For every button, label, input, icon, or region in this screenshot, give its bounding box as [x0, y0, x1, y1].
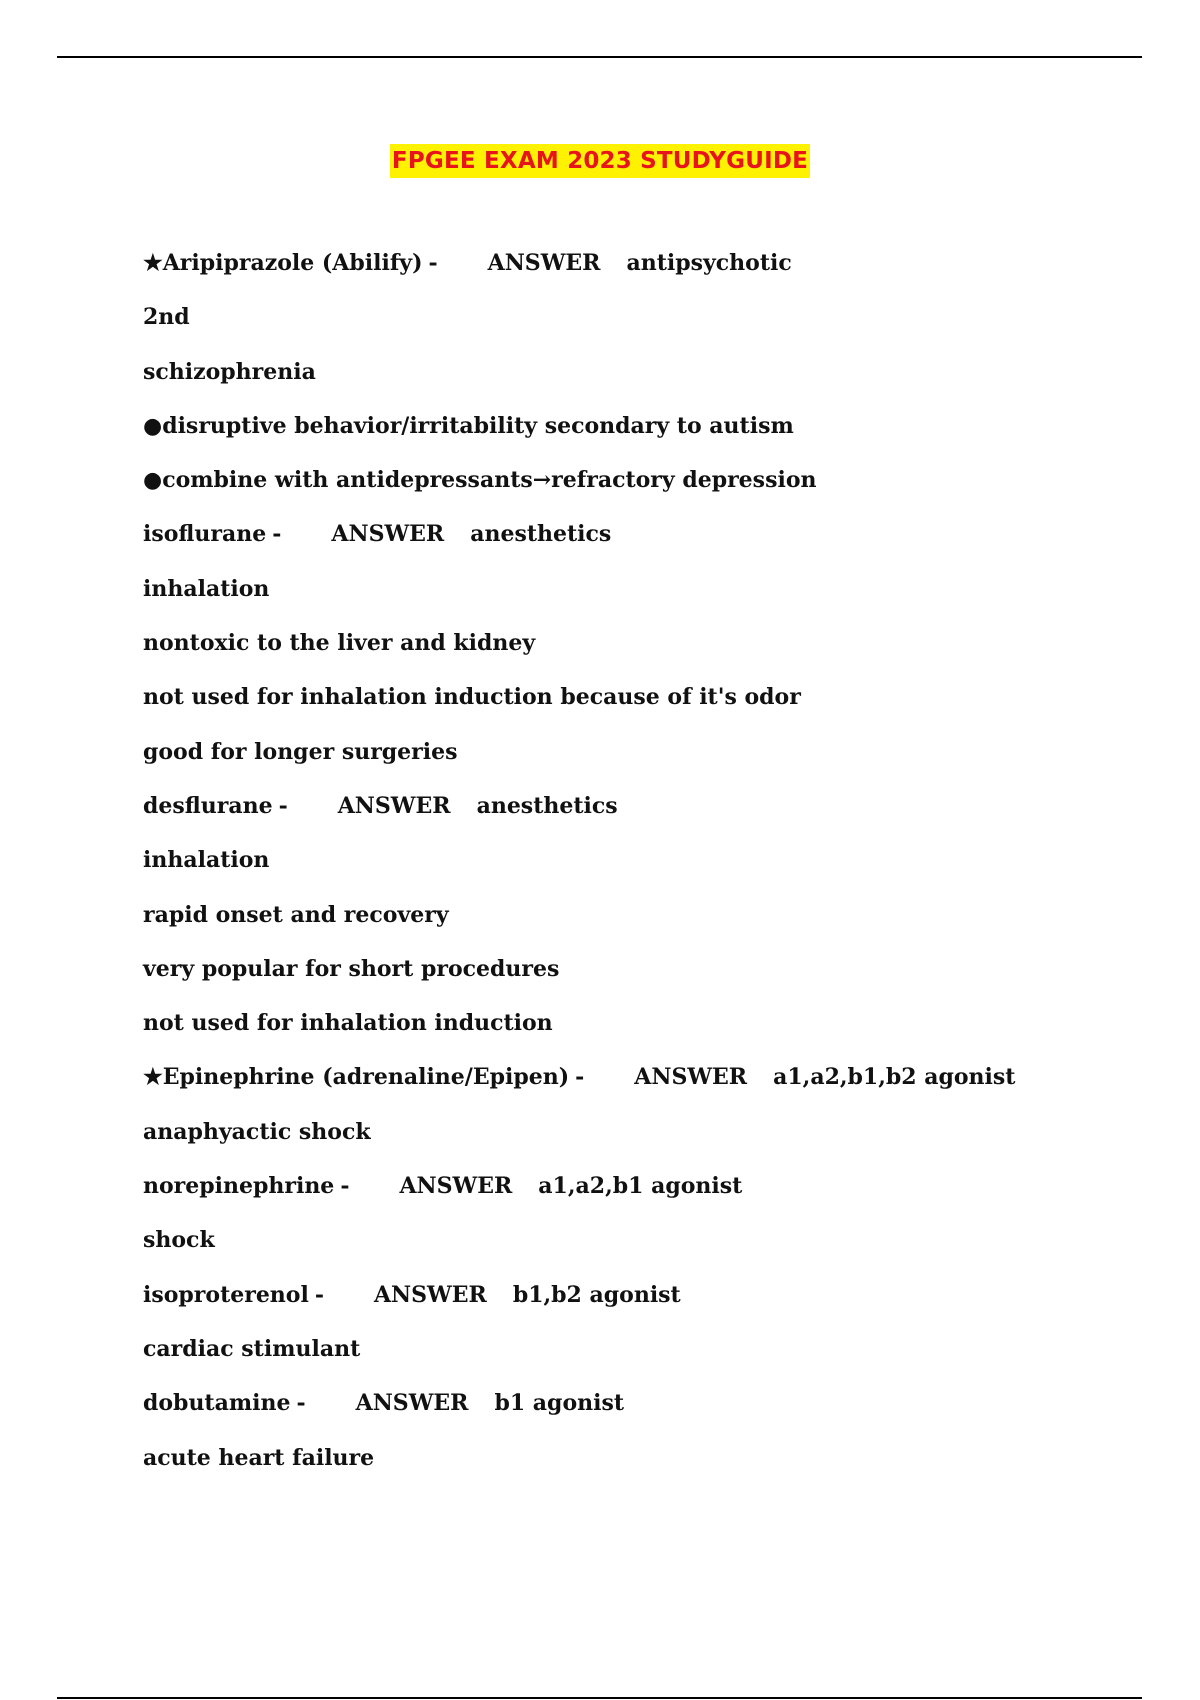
- entry-dash: -: [340, 1173, 350, 1200]
- entry-dash: -: [575, 1064, 585, 1091]
- entry-dash: -: [278, 792, 288, 819]
- answer-label: ANSWER: [331, 521, 445, 548]
- bottom-rule: [57, 1697, 1142, 1699]
- entry-term: isoproterenol: [143, 1281, 309, 1308]
- entry-term: norepinephrine: [143, 1173, 335, 1200]
- entry-dash: -: [272, 521, 282, 548]
- entry-note: ●disruptive behavior/irritability secondary to autism: [143, 412, 794, 439]
- answer-label: ANSWER: [399, 1173, 513, 1200]
- entry-dash: -: [296, 1390, 306, 1417]
- entry-dash: -: [428, 250, 438, 276]
- answer-label: ANSWER: [487, 250, 601, 276]
- answer-value: a1,a2,b1 agonist: [538, 1173, 743, 1200]
- answer-value: anesthetics: [470, 521, 612, 548]
- answer-label: ANSWER: [373, 1281, 487, 1308]
- entry-term: dobutamine: [143, 1390, 291, 1417]
- entry-note: schizophrenia: [143, 358, 316, 385]
- entry-note: cardiac stimulant: [143, 1335, 361, 1362]
- title-block: [0, 144, 1200, 178]
- entry-note: nontoxic to the liver and kidney: [143, 630, 536, 657]
- answer-value: b1,b2 agonist: [512, 1281, 681, 1308]
- entry-term-line: [143, 1282, 1143, 1336]
- entry-term-line: [143, 1390, 1143, 1444]
- entry-dash: -: [314, 1281, 324, 1308]
- entry-term: desflurane: [143, 792, 273, 819]
- entry-note: shock: [143, 1227, 215, 1254]
- entry-note: very popular for short procedures: [143, 955, 560, 982]
- entry-term-line: [143, 793, 1143, 847]
- entry-note: rapid onset and recovery: [143, 901, 449, 928]
- entry-note: good for longer surgeries: [143, 738, 458, 765]
- answer-value: a1,a2,b1,b2 agonist: [773, 1064, 1016, 1091]
- study-content: [143, 250, 1143, 1499]
- entry-note: 2nd: [143, 304, 190, 331]
- answer-label: ANSWER: [355, 1390, 469, 1417]
- entry-term: ★Epinephrine (adrenaline/Epipen): [143, 1064, 570, 1091]
- entry-note: not used for inhalation induction because of it's odor: [143, 684, 801, 711]
- entry-note: ●combine with antidepressants→refractory depression: [143, 467, 817, 494]
- entry-note: inhalation: [143, 847, 270, 874]
- answer-value: b1 agonist: [494, 1390, 625, 1417]
- document-title: FPGEE EXAM 2023 STUDYGUIDE: [390, 144, 810, 178]
- entry-note: acute heart failure: [143, 1444, 375, 1471]
- top-rule: [57, 56, 1142, 58]
- entry-note: not used for inhalation induction: [143, 1010, 553, 1037]
- answer-value: anesthetics: [476, 792, 618, 819]
- entry-note: inhalation: [143, 575, 270, 602]
- entry-term-line: [143, 521, 1143, 575]
- entry-note: anaphyactic shock: [143, 1118, 371, 1145]
- entry-term-line: [143, 1064, 1143, 1118]
- entry-term-line: [143, 250, 1143, 304]
- entry-term: ★Aripiprazole (Abilify): [143, 250, 423, 276]
- entry-term: isoflurane: [143, 521, 267, 548]
- entry-term-line: [143, 1173, 1143, 1227]
- answer-value: antipsychotic: [626, 250, 792, 276]
- answer-label: ANSWER: [634, 1064, 748, 1091]
- answer-label: ANSWER: [337, 792, 451, 819]
